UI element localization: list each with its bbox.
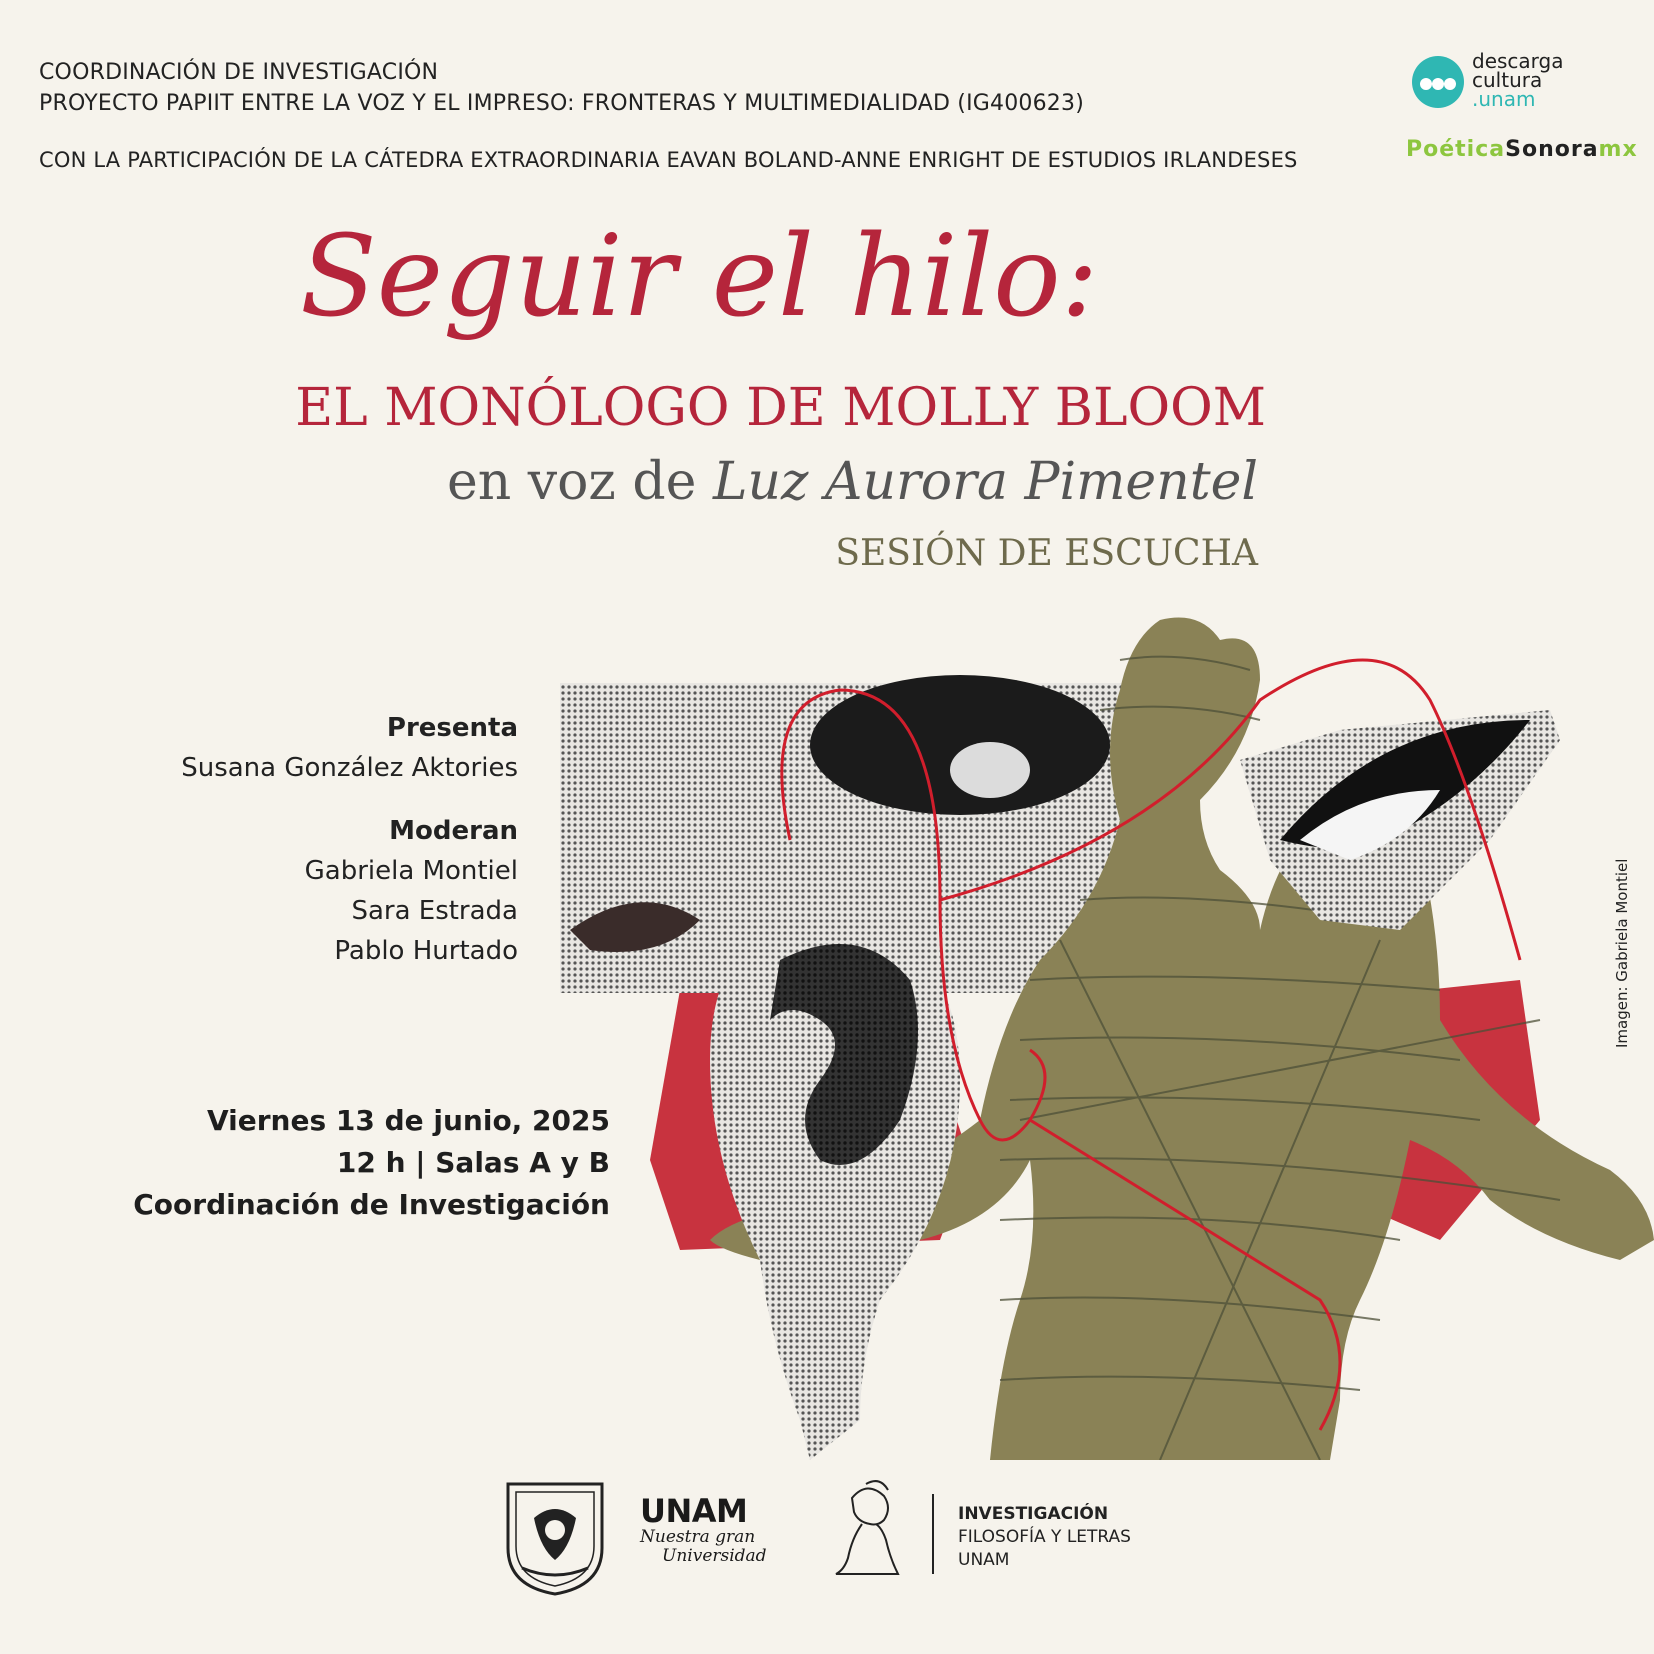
moderator-name: Pablo Hurtado [334,936,518,966]
moderator-name: Sara Estrada [351,896,518,926]
descarga-cultura-word-2: cultura [1472,68,1543,92]
unam-logo [640,1494,770,1566]
poetica-sonora-word-2: Sonora [1505,137,1599,162]
collage-illustration [560,600,1654,1460]
athena-icon [822,1478,912,1578]
unam-wordmark: UNAM [640,1492,748,1530]
descarga-cultura-icon [1412,56,1464,108]
descarga-cultura-word-1: descarga [1472,49,1564,73]
session-label: SESIÓN DE ESCUCHA [835,533,1258,574]
descarga-cultura-logo [1412,49,1612,112]
header-line-2: PROYECTO PAPIIT ENTRE LA VOZ Y EL IMPRESO: FRONTERAS Y MULTIMEDIALIDAD (IG400623) [39,91,1084,116]
fl-line-3: UNAM [958,1550,1010,1570]
event-title: Seguir el hilo: [300,212,1099,342]
ear-cutout [710,912,960,1460]
moderan-label: Moderan [389,816,518,846]
header-line-1: COORDINACIÓN DE INVESTIGACIÓN [39,60,439,85]
voice-line [400,452,1258,512]
header-line-3: CON LA PARTICIPACIÓN DE LA CÁTEDRA EXTRAORDINARIA EAVAN BOLAND-ANNE ENRIGHT DE ESTUDIOS IRLANDESES [39,148,1298,172]
event-venue: Coordinación de Investigación [133,1188,610,1221]
poetica-sonora-word-1: Poética [1406,137,1506,162]
unam-tagline-2: Universidad [662,1546,767,1566]
footer-divider [932,1494,934,1574]
poetica-sonora-word-3: mx [1598,137,1638,162]
event-time-room: 12 h | Salas A y B [336,1146,610,1179]
poetica-sonora-logo [1406,137,1638,162]
descarga-cultura-word-3: .unam [1472,87,1536,111]
presenta-label: Presenta [386,713,518,743]
fl-line-1: INVESTIGACIÓN [958,1504,1109,1524]
event-subtitle: EL MONÓLOGO DE MOLLY BLOOM [295,378,1266,438]
voice-prefix: en voz de [446,452,713,512]
filosofia-letras-text [958,1503,1131,1572]
unam-seal-icon [500,1478,610,1596]
moderator-name: Gabriela Montiel [304,856,518,886]
unam-tagline-1: Nuestra gran [640,1527,756,1547]
event-date: Viernes 13 de junio, 2025 [206,1104,610,1137]
fl-line-2: FILOSOFÍA Y LETRAS [958,1527,1131,1547]
image-credit: Imagen: Gabriela Montiel [1613,858,1631,1048]
voice-name: Luz Aurora Pimentel [712,452,1258,512]
presenta-name: Susana González Aktories [181,753,518,783]
